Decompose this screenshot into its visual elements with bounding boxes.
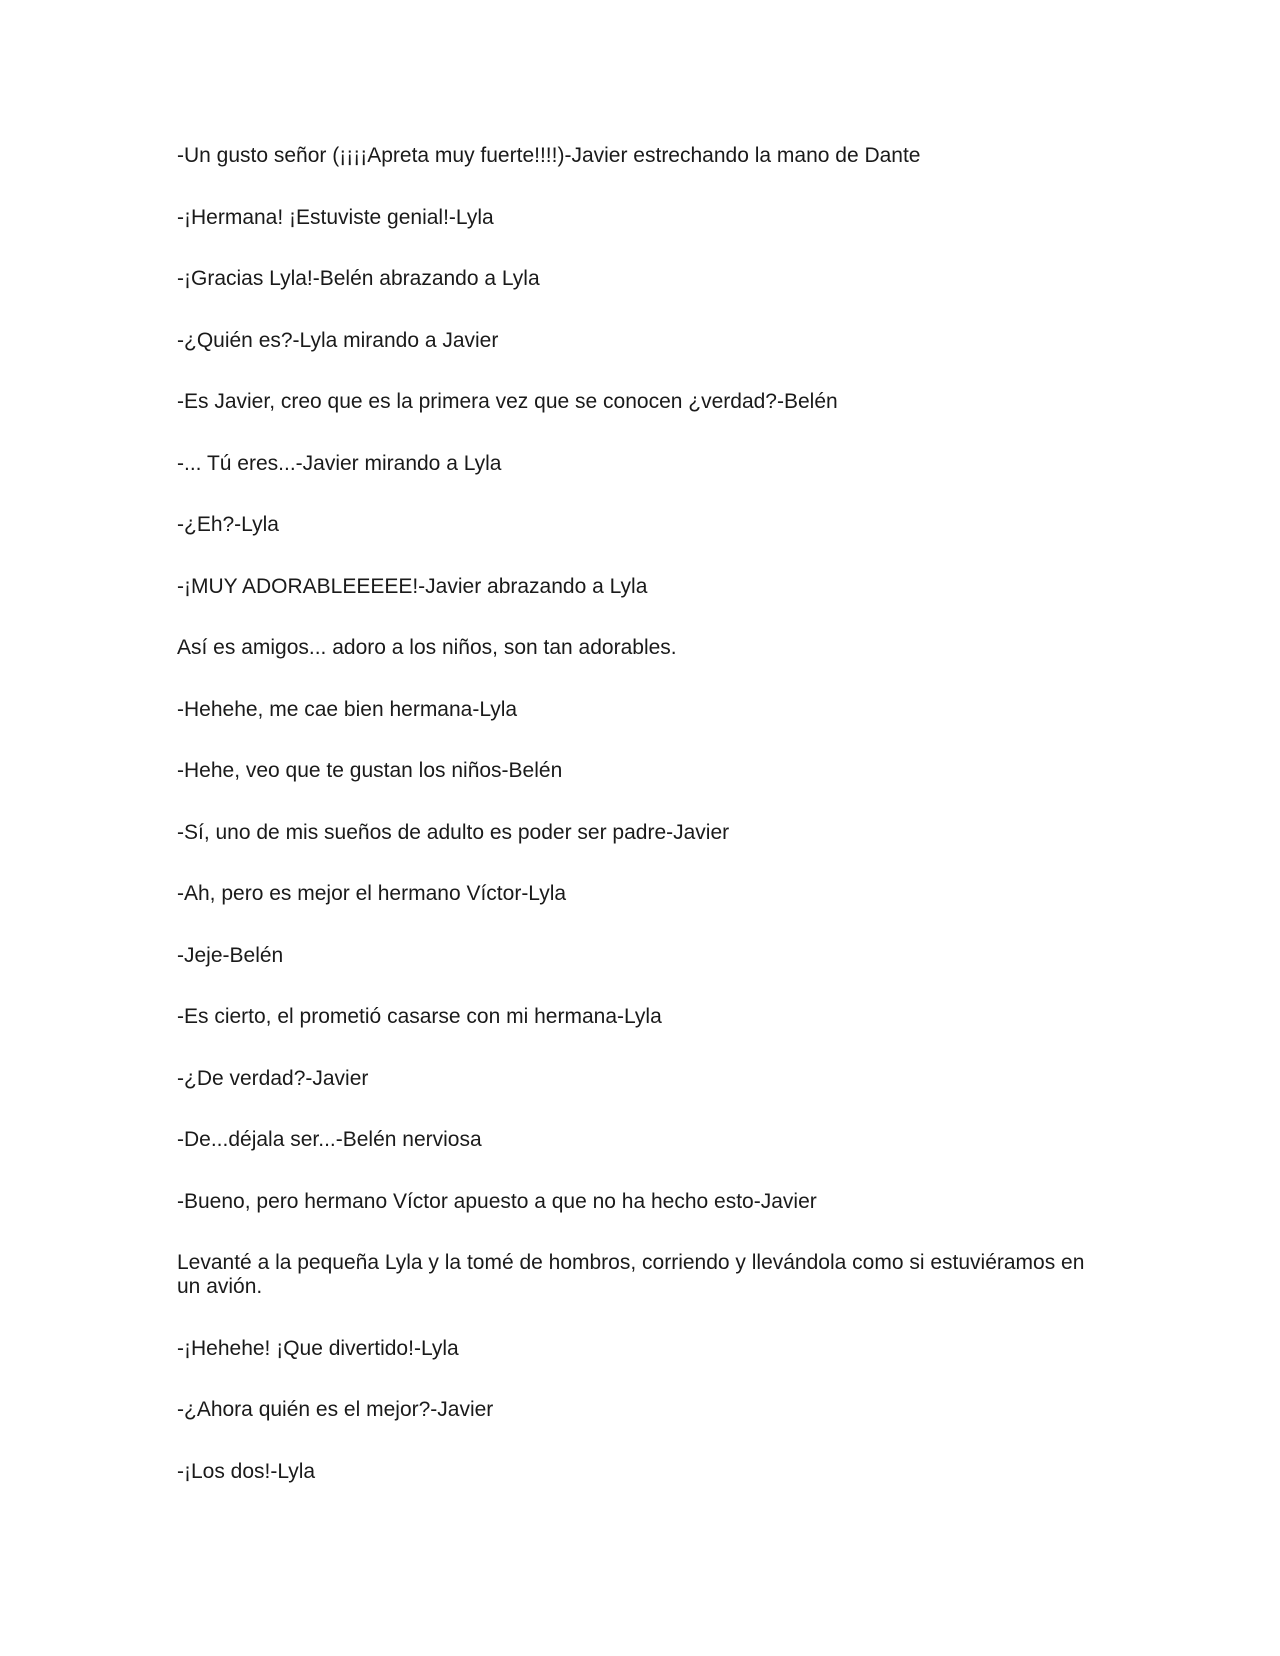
paragraph: -Es Javier, creo que es la primera vez que se conocen ¿verdad?-Belén [177, 390, 838, 413]
paragraph: -¡Gracias Lyla!-Belén abrazando a Lyla [177, 267, 540, 290]
paragraph: -¡Hehehe! ¡Que divertido!-Lyla [177, 1336, 459, 1360]
paragraph: -Es cierto, el prometió casarse con mi hermana-Lyla [177, 1005, 662, 1028]
paragraph: -¿Quién es?-Lyla mirando a Javier [177, 328, 499, 352]
paragraph: Levanté a la pequeña Lyla y la tomé de hombros, corriendo y llevándola como si estuviéramos en un avión. [177, 1251, 1085, 1298]
paragraph: Así es amigos... adoro a los niños, son tan adorables. [177, 636, 677, 659]
paragraph: -Un gusto señor (¡¡¡¡Apreta muy fuerte!!!!)-Javier estrechando la mano de Dante [177, 144, 921, 167]
paragraph: -Bueno, pero hermano Víctor apuesto a que no ha hecho esto-Javier [177, 1189, 817, 1213]
paragraph: -¡Los dos!-Lyla [177, 1459, 316, 1483]
document-body [177, 144, 1097, 1521]
paragraph: -De...déjala ser...-Belén nerviosa [177, 1128, 482, 1151]
paragraph: -Sí, uno de mis sueños de adulto es poder ser padre-Javier [177, 820, 730, 844]
paragraph: -... Tú eres...-Javier mirando a Lyla [177, 451, 502, 475]
paragraph: -¿De verdad?-Javier [177, 1066, 369, 1090]
paragraph: -Ah, pero es mejor el hermano Víctor-Lyla [177, 882, 567, 905]
paragraph: -¿Ahora quién es el mejor?-Javier [177, 1398, 494, 1421]
paragraph: -¡Hermana! ¡Estuviste genial!-Lyla [177, 205, 494, 229]
paragraph: -Jeje-Belén [177, 943, 284, 967]
paragraph: -¡MUY ADORABLEEEEE!-Javier abrazando a Lyla [177, 574, 648, 598]
paragraph: -¿Eh?-Lyla [177, 513, 279, 536]
paragraph: -Hehehe, me cae bien hermana-Lyla [177, 697, 518, 721]
paragraph: -Hehe, veo que te gustan los niños-Belén [177, 759, 563, 782]
